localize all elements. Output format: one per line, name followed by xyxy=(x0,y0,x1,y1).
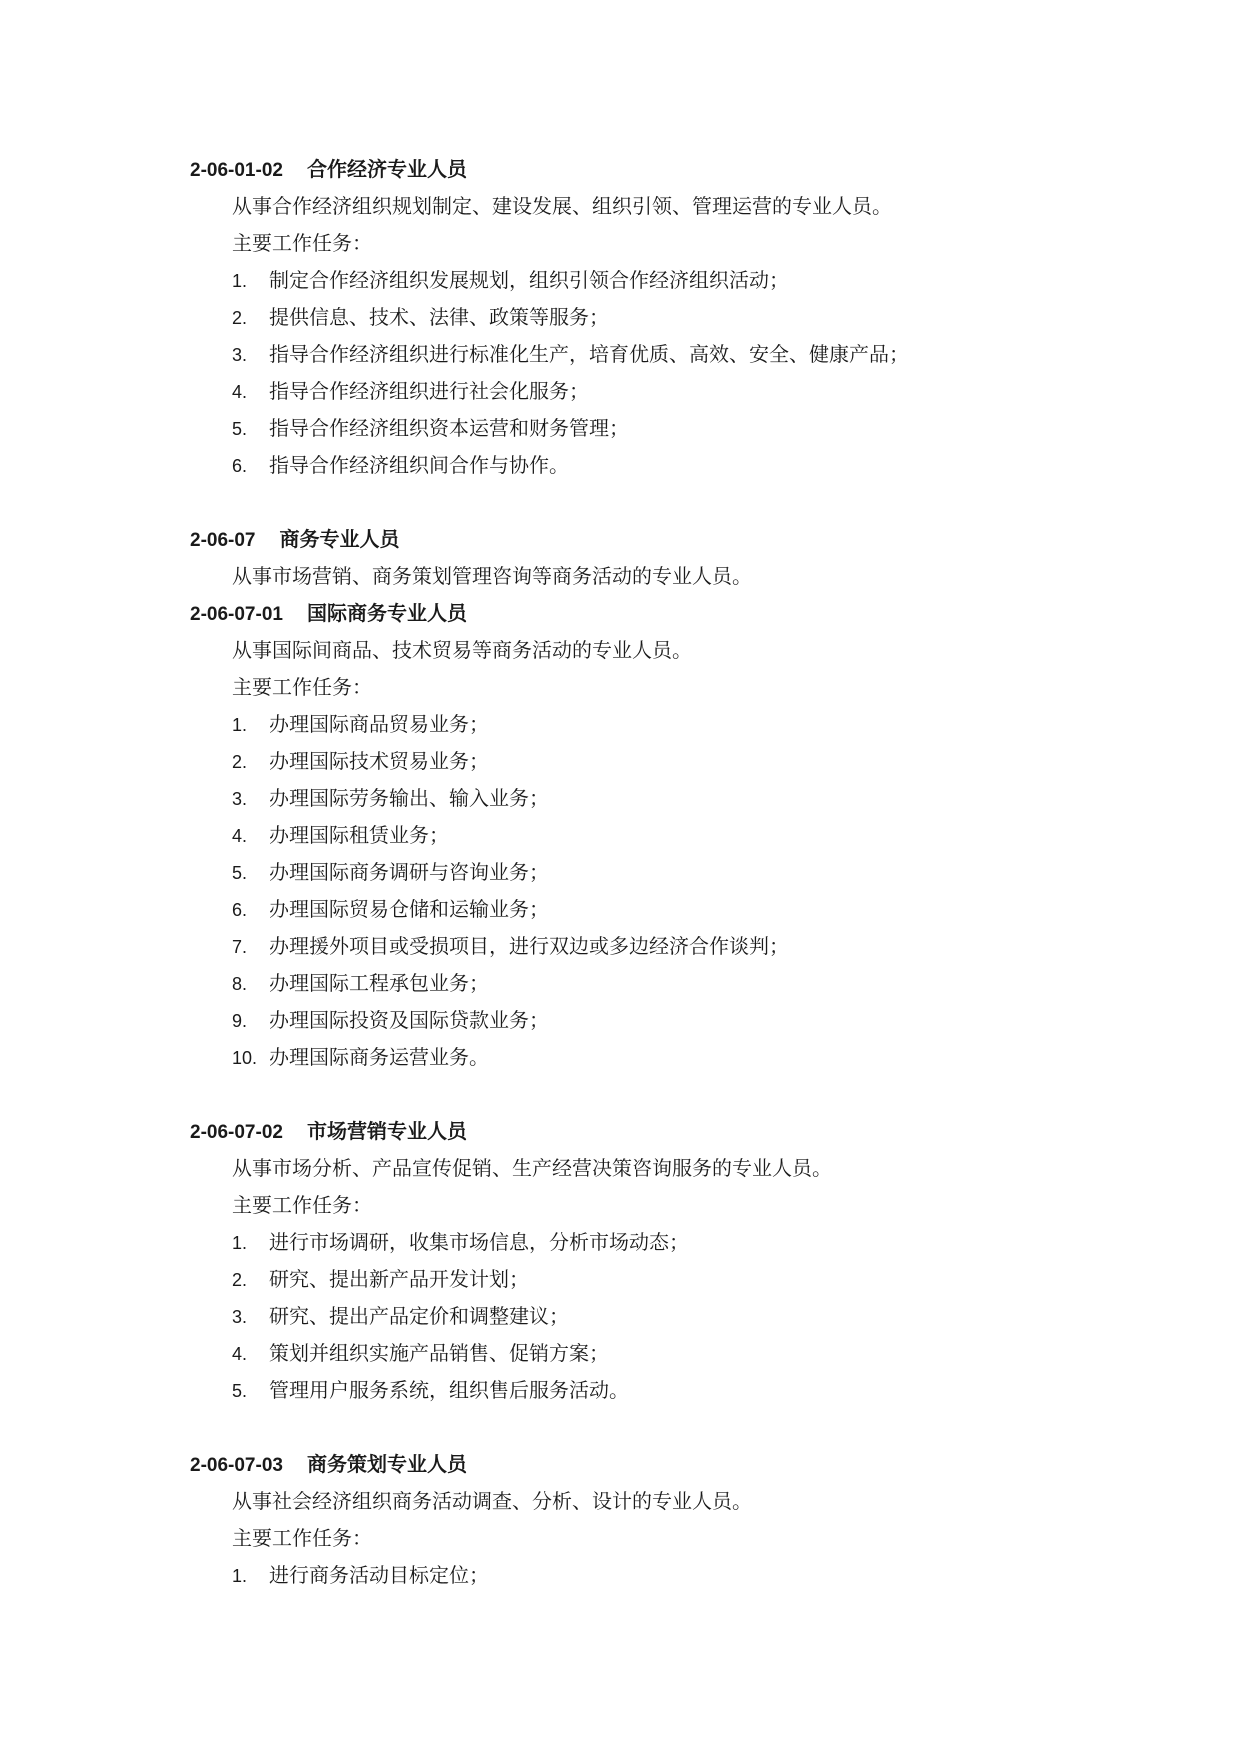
task-item xyxy=(232,709,489,740)
task-item xyxy=(232,302,609,333)
section-code: 2-06-07-03 xyxy=(190,1455,283,1476)
task-text: 办理援外项目或受损项目，进行双边或多边经济合作谈判； xyxy=(269,934,789,958)
task-number: 1. xyxy=(232,1233,248,1253)
task-item xyxy=(232,1301,569,1332)
task-text: 进行市场调研，收集市场信息，分析市场动态； xyxy=(269,1230,689,1254)
section-heading xyxy=(190,1116,467,1148)
tasks-label: 主要工作任务： xyxy=(232,675,372,699)
task-number: 4. xyxy=(232,1344,248,1364)
task-item xyxy=(232,1005,549,1036)
task-text: 办理国际商务调研与咨询业务； xyxy=(269,860,549,884)
task-item xyxy=(232,376,589,407)
task-number: 3. xyxy=(232,1307,248,1327)
task-number: 1. xyxy=(232,715,248,735)
section-heading xyxy=(190,598,467,630)
task-number: 6. xyxy=(232,900,248,920)
section-description: 从事市场分析、产品宣传促销、生产经营决策咨询服务的专业人员。 xyxy=(232,1156,832,1180)
section-title: 商务专业人员 xyxy=(279,527,400,551)
task-text: 办理国际商品贸易业务； xyxy=(269,712,489,736)
task-text: 办理国际技术贸易业务； xyxy=(269,749,489,773)
task-item xyxy=(232,1338,609,1369)
task-number: 1. xyxy=(232,271,248,291)
task-text: 制定合作经济组织发展规划，组织引领合作经济组织活动； xyxy=(269,268,789,292)
task-number: 8. xyxy=(232,974,248,994)
section-heading xyxy=(190,1449,467,1481)
section-title: 合作经济专业人员 xyxy=(306,157,467,181)
task-number: 2. xyxy=(232,752,248,772)
task-item xyxy=(232,968,489,999)
section-description: 从事合作经济组织规划制定、建设发展、组织引领、管理运营的专业人员。 xyxy=(232,194,892,218)
task-item xyxy=(232,413,629,444)
task-number: 5. xyxy=(232,863,248,883)
task-number: 2. xyxy=(232,1270,248,1290)
task-text: 指导合作经济组织资本运营和财务管理； xyxy=(269,416,629,440)
task-number: 6. xyxy=(232,456,248,476)
task-text: 办理国际贸易仓储和运输业务； xyxy=(269,897,549,921)
task-item xyxy=(232,339,909,370)
section-title: 市场营销专业人员 xyxy=(306,1119,467,1143)
task-text: 研究、提出新产品开发计划； xyxy=(269,1267,529,1291)
task-text: 提供信息、技术、法律、政策等服务； xyxy=(269,305,609,329)
task-item xyxy=(232,746,489,777)
task-text: 办理国际劳务输出、输入业务； xyxy=(269,786,549,810)
task-text: 办理国际工程承包业务； xyxy=(269,971,489,995)
task-number: 5. xyxy=(232,1381,248,1401)
task-text: 办理国际投资及国际贷款业务； xyxy=(269,1008,549,1032)
task-number: 5. xyxy=(232,419,248,439)
task-item xyxy=(232,820,449,851)
task-text: 办理国际商务运营业务。 xyxy=(269,1045,489,1069)
task-item xyxy=(232,894,549,925)
task-item xyxy=(232,783,549,814)
task-text: 进行商务活动目标定位； xyxy=(269,1563,489,1587)
section-code: 2-06-01-02 xyxy=(190,160,283,181)
section-heading xyxy=(190,524,400,556)
section-description: 从事社会经济组织商务活动调查、分析、设计的专业人员。 xyxy=(232,1489,752,1513)
task-number: 9. xyxy=(232,1011,248,1031)
task-number: 10. xyxy=(232,1048,258,1068)
tasks-label: 主要工作任务： xyxy=(232,1526,372,1550)
tasks-label: 主要工作任务： xyxy=(232,1193,372,1217)
task-text: 指导合作经济组织间合作与协作。 xyxy=(269,453,569,477)
task-item xyxy=(232,1264,529,1295)
section-code: 2-06-07 xyxy=(190,530,256,551)
task-item xyxy=(232,450,569,481)
task-item xyxy=(232,931,789,962)
tasks-label: 主要工作任务： xyxy=(232,231,372,255)
task-text: 指导合作经济组织进行社会化服务； xyxy=(269,379,589,403)
task-number: 2. xyxy=(232,308,248,328)
task-number: 3. xyxy=(232,345,248,365)
task-item xyxy=(232,1375,629,1406)
task-text: 策划并组织实施产品销售、促销方案； xyxy=(269,1341,609,1365)
section-code: 2-06-07-01 xyxy=(190,604,283,625)
task-text: 管理用户服务系统，组织售后服务活动。 xyxy=(269,1378,629,1402)
task-item xyxy=(232,1042,489,1073)
task-text: 办理国际租赁业务； xyxy=(269,823,449,847)
task-number: 3. xyxy=(232,789,248,809)
task-item xyxy=(232,857,549,888)
section-description: 从事国际间商品、技术贸易等商务活动的专业人员。 xyxy=(232,638,692,662)
section-title: 国际商务专业人员 xyxy=(306,601,467,625)
task-text: 研究、提出产品定价和调整建议； xyxy=(269,1304,569,1328)
task-number: 7. xyxy=(232,937,248,957)
section-title: 商务策划专业人员 xyxy=(306,1452,467,1476)
task-number: 4. xyxy=(232,826,248,846)
section-heading xyxy=(190,154,467,186)
task-number: 4. xyxy=(232,382,248,402)
task-item xyxy=(232,1227,689,1258)
task-number: 1. xyxy=(232,1566,248,1586)
task-item xyxy=(232,1560,489,1591)
section-description: 从事市场营销、商务策划管理咨询等商务活动的专业人员。 xyxy=(232,564,752,588)
task-text: 指导合作经济组织进行标准化生产，培育优质、高效、安全、健康产品； xyxy=(269,342,909,366)
section-code: 2-06-07-02 xyxy=(190,1122,283,1143)
task-item xyxy=(232,265,789,296)
